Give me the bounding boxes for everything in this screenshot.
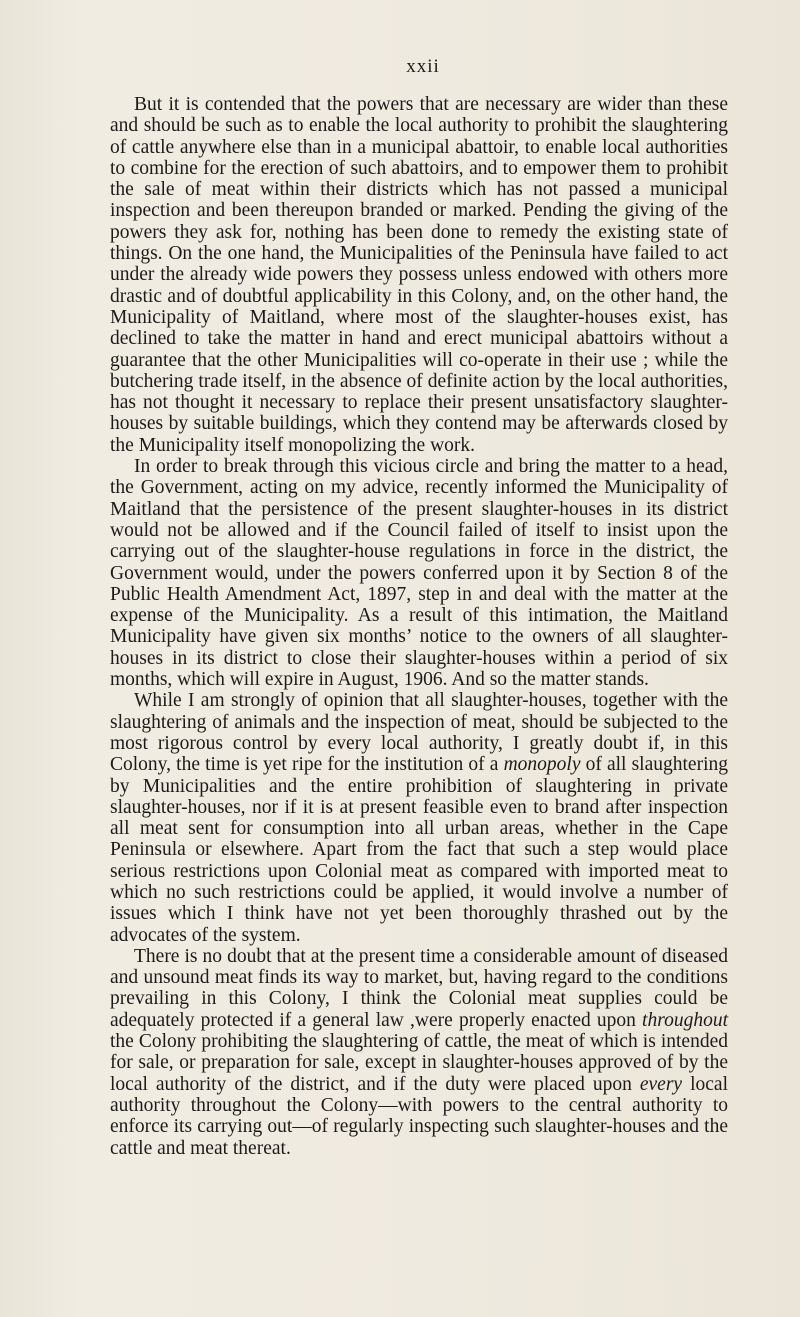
paragraph-3-text-end: of all slaughtering by Municipalities and the entire prohibition of slaughtering in private slaughter-houses, nor if it is at present feasible even to brand after inspection all meat sent for consumption into all urban areas, whether in the Cape Peninsula or elsewhere. Apart from the fact that such a step would place serious restrictions upon Colonial meat as compared with imported meat to which no such restrictions could be applied, it would involve a number of issues which I think have not yet been thoroughly thrashed out by the advocates of the system.: [110, 754, 728, 946]
emphasis-throughout: throughout: [642, 1009, 728, 1031]
paragraph-3: [110, 690, 728, 946]
page-number: xxii: [406, 56, 440, 77]
paragraph-2: In order to break through this vicious circle and bring the matter to a head, the Government, acting on my advice, recently informed the Municipality of Maitland that the persistence of the present slaughter-houses in its district would not be allowed and if the Council failed of itself to insist upon the carrying out of the slaughter-house regulations in force in the district, the Government would, under the powers conferred upon it by Section 8 of the Public Health Amendment Act, 1897, step in and deal with the matter at the expense of the Municipality. As a result of this intimation, the Maitland Municipality have given six months’ notice to the owners of all slaughter-houses in its district to close their slaughter-houses within a period of six months, which will expire in August, 1906. And so the matter stands.: [110, 456, 728, 691]
paragraph-4-text-end: local authority throughout the Colony—with powers to the central authority to enforce its carrying out—of regularly inspecting such slaughter-houses and the cattle and meat thereat.: [110, 1073, 728, 1159]
paragraph-4-text-middle: the Colony prohibiting the slaughtering of cattle, the meat of which is intended for sale, or preparation for sale, except in slaughter-houses approved of by the local authority of the district, and if the duty were placed upon: [110, 1031, 728, 1095]
paragraph-4: [110, 946, 728, 1159]
emphasis-every: every: [639, 1073, 683, 1095]
paragraph-3-text-start: While I am strongly of opinion that all slaughter-houses, together with the slaughtering of animals and the inspection of meat, should be subjected to the most rigorous control by every local authority, I greatly doubt if, in this Colony, the time is yet ripe for the institution of a: [110, 690, 728, 776]
paragraph-1: But it is contended that the powers that are necessary are wider than these and should be such as to enable the local authority to prohibit the slaughtering of cattle anywhere else than in a municipal abattoir, to enable local authorities to combine for the erection of such abattoirs, and to empower them to prohibit the sale of meat within their districts which has not passed a municipal inspection and been thereupon branded or marked. Pending the giving of the powers they ask for, nothing has been done to remedy the existing state of things. On the one hand, the Municipalities of the Peninsula have failed to act under the already wide powers they possess unless endowed with others more drastic and of doubtful applicability in this Colony, and, on the other hand, the Municipality of Maitland, where most of the slaughter-houses exist, has declined to take the matter in hand and erect municipal abattoirs without a guarantee that the other Municipalities will co-operate in their use ; while the butchering trade itself, in the absence of definite action by the local authorities, has not thought it necessary to replace their present unsatisfactory slaughter-houses by suitable buildings, which they contend may be afterwards closed by the Municipality itself monopolizing the work.: [110, 94, 728, 456]
emphasis-monopoly: monopoly: [503, 754, 581, 776]
paragraph-4-text-start: There is no doubt that at the present time a considerable amount of diseased and unsound meat finds its way to market, but, having regard to the conditions prevailing in this Colony, I think the Colonial meat supplies could be adequately protected if a general law ,were properly enacted upon: [110, 945, 728, 1031]
